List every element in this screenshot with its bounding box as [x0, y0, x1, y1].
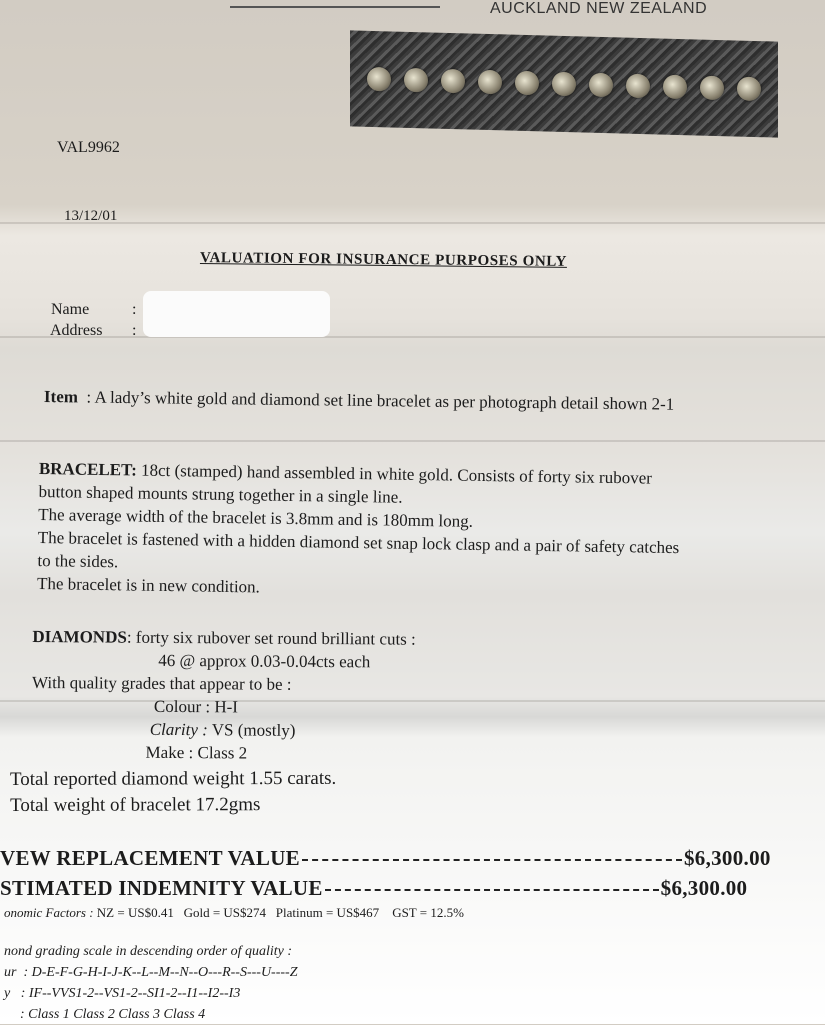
bracelet-mount [404, 68, 428, 93]
replacement-value-row [0, 846, 771, 871]
bracelet-line: The bracelet is in new condition. [36, 573, 261, 597]
bracelet-photo [350, 30, 778, 137]
bracelet-label: BRACELET: [38, 459, 137, 480]
item-label: Item [43, 387, 79, 407]
address-colon: : [132, 322, 137, 339]
bracelet-mount [737, 77, 761, 102]
indemnity-value-amount: $6,300.00 [660, 876, 748, 900]
item-text: : A lady’s white gold and diamond set line bracelet as per photograph detail shown 2-1 [86, 387, 675, 414]
quality-intro: With quality grades that appear to be : [32, 673, 292, 694]
leader-line [302, 859, 682, 861]
bracelet-line: The average width of the bracelet is 3.8mm and is 180mm long. [38, 505, 474, 531]
indemnity-value-label: STIMATED INDEMNITY VALUE [0, 876, 323, 900]
scale-row-prefix: ur [4, 965, 17, 980]
diamonds-desc: : forty six rubover set round brilliant cuts : [126, 627, 416, 649]
make-scale: : Class 1 Class 2 Class 3 Class 4 [20, 1007, 206, 1022]
indemnity-value-row [0, 876, 747, 901]
bracelet-line: button shaped mounts strung together in a single line. [38, 482, 403, 507]
diamonds-count: 46 @ approx 0.03-0.04cts each [158, 650, 371, 672]
total-bracelet-weight: Total weight of bracelet 17.2gms [10, 794, 261, 816]
diamond-colour: Colour : H-I [153, 696, 239, 717]
letterhead-city: AUCKLAND NEW ZEALAND [490, 0, 708, 17]
platinum-price: Platinum = US$467 [275, 905, 380, 920]
bracelet-mount [552, 72, 576, 97]
name-label: Name [51, 301, 90, 318]
grading-scale-title: nond grading scale in descending order of quality : [4, 944, 292, 959]
clarity-scale: : IF--VVS1-2--VS1-2--SI1-2--I1--I2--I3 [20, 986, 241, 1001]
document-title: VALUATION FOR INSURANCE PURPOSES ONLY [199, 250, 568, 270]
replacement-value-amount: $6,300.00 [683, 846, 771, 870]
bracelet-mount [626, 74, 650, 99]
bracelet-mount [367, 67, 391, 92]
grading-scale [4, 941, 298, 1025]
valuation-date: 13/12/01 [64, 208, 118, 224]
item-description [44, 385, 675, 416]
bracelet-section [37, 457, 681, 605]
economic-factors [4, 905, 464, 921]
clarity-value: VS (mostly) [211, 720, 296, 740]
bracelet-mount [478, 70, 502, 95]
bracelet-line: to the sides. [37, 550, 119, 572]
bracelet-mount [441, 69, 465, 94]
bracelet-line: 18ct (stamped) hand assembled in white gold. Consists of forty six rubover [140, 460, 653, 488]
total-diamond-weight: Total reported diamond weight 1.55 carats. [9, 767, 337, 790]
leader-line [325, 889, 659, 891]
economic-label: onomic Factors : [4, 905, 94, 920]
redacted-client-details [143, 291, 330, 337]
scale-row-prefix: y [4, 986, 11, 1001]
letterhead-fragment [230, 0, 440, 8]
diamond-make: Make : Class 2 [145, 742, 248, 763]
bracelet-line: The bracelet is fastened with a hidden diamond set snap lock clasp and a pair of safety catches [37, 527, 680, 558]
colour-scale: : D-E-F-G-H-I-J-K--L--M--N--O---R--S---U----Z [23, 965, 298, 980]
totals-section [10, 766, 337, 819]
bracelet-mount [663, 75, 687, 100]
gst-rate: GST = 12.5% [392, 905, 464, 920]
bracelet-mount [589, 73, 613, 98]
bracelet-mount [700, 76, 724, 101]
exchange-rate: NZ = US$0.41 [96, 905, 174, 920]
diamonds-label: DIAMONDS [32, 627, 127, 647]
diamonds-section [32, 625, 416, 766]
valuation-reference: VAL9962 [57, 139, 120, 156]
bracelet-mount [515, 71, 539, 96]
name-colon: : [132, 301, 137, 318]
replacement-value-label: VEW REPLACEMENT VALUE [0, 846, 300, 870]
address-label: Address [50, 322, 103, 339]
clarity-label: Clarity : [149, 719, 208, 740]
gold-price: Gold = US$274 [183, 905, 267, 920]
